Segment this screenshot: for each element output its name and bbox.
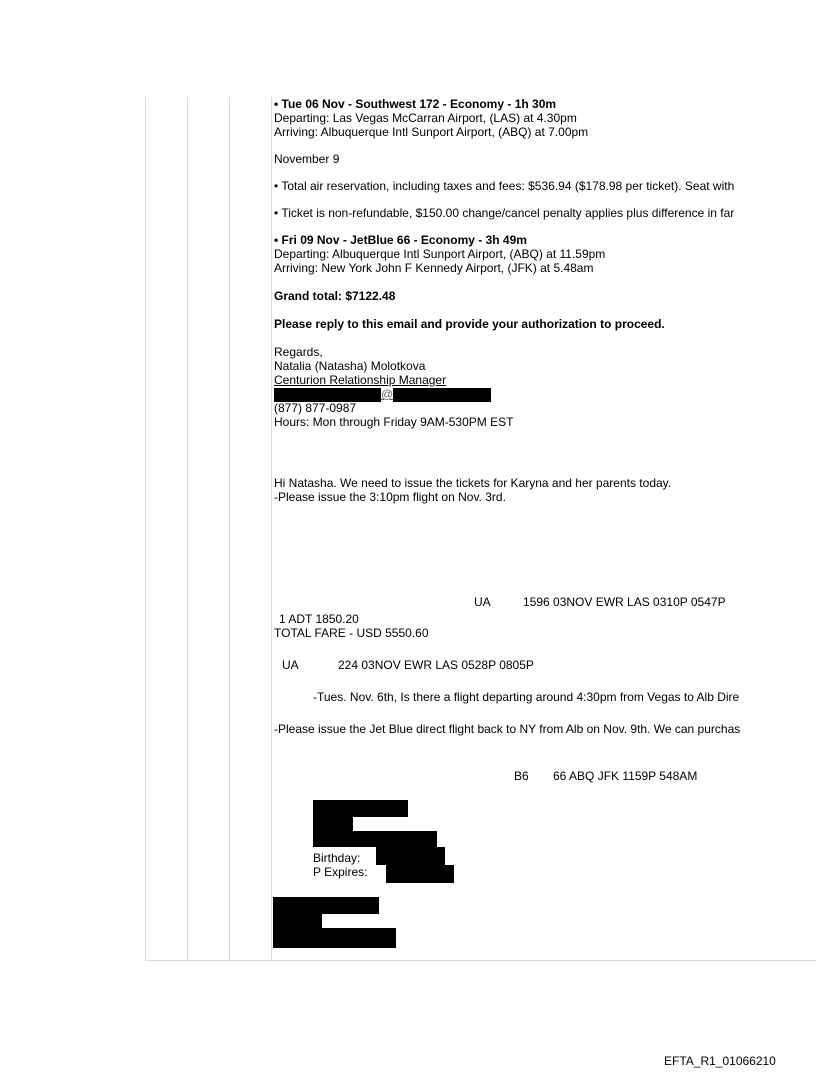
- signature-hours: Hours: Mon through Friday 9AM-530PM EST: [274, 415, 514, 429]
- table-column-divider: [271, 97, 272, 961]
- signature-phone: (877) 877-0987: [274, 401, 357, 415]
- total-air-reservation: • Total air reservation, including taxes and fees: $536.94 ($178.98 per ticket). Seat with: [274, 179, 735, 193]
- redaction-bar: [273, 914, 322, 928]
- reply-greeting: Hi Natasha. We need to issue the tickets for Karyna and her parents today.: [274, 476, 672, 490]
- date-heading: November 9: [274, 152, 340, 166]
- flight-departing: Departing: Albuquerque Intl Sunport Airport, (ABQ) at 11.59pm: [274, 247, 606, 261]
- flight-arriving: Arriving: Albuquerque Intl Sunport Airport, (ABQ) at 7.00pm: [274, 125, 589, 139]
- passport-expires-label: P Expires:: [313, 865, 368, 879]
- redaction-bar: [386, 865, 454, 883]
- at-sign: @: [381, 387, 394, 401]
- redaction-bar: [273, 928, 396, 948]
- flight-block-jetblue: [274, 233, 816, 275]
- birthday-label: Birthday:: [313, 851, 361, 865]
- redaction-bar: [313, 831, 437, 847]
- itinerary-carrier: UA: [282, 658, 299, 672]
- reply-tues-question: -Tues. Nov. 6th, Is there a flight departing around 4:30pm from Vegas to Alb Dire: [313, 690, 740, 704]
- signature-name: Natalia (Natasha) Molotkova: [274, 359, 426, 373]
- fare-adt: 1 ADT 1850.20: [279, 612, 359, 626]
- itinerary-carrier: B6: [514, 769, 529, 783]
- email-address-redacted: [274, 387, 816, 401]
- grand-total: Grand total: $7122.48: [274, 289, 396, 303]
- signature-regards: Regards,: [274, 345, 323, 359]
- reply-request: Please reply to this email and provide your authorization to proceed.: [274, 317, 665, 331]
- redaction-bar: [273, 897, 379, 914]
- table-border-left: [145, 97, 146, 961]
- table-column-divider: [229, 97, 230, 961]
- flight-heading: • Fri 09 Nov - JetBlue 66 - Economy - 3h 49m: [274, 233, 527, 247]
- email-body: [274, 97, 816, 504]
- table-column-divider: [187, 97, 188, 961]
- itinerary-detail: 66 ABQ JFK 1159P 548AM: [553, 769, 698, 783]
- itinerary-detail: 224 03NOV EWR LAS 0528P 0805P: [338, 658, 534, 672]
- document-id: EFTA_R1_01066210: [664, 1054, 776, 1068]
- redaction-bar: [274, 388, 381, 402]
- signature-title: Centurion Relationship Manager: [274, 373, 447, 387]
- redaction-bar: [376, 847, 445, 865]
- flight-heading: • Tue 06 Nov - Southwest 172 - Economy - 1h 30m: [274, 97, 557, 111]
- reply-issue-310: -Please issue the 3:10pm flight on Nov. 3rd.: [274, 490, 506, 504]
- flight-block-southwest: [274, 97, 816, 139]
- flight-arriving: Arriving: New York John F Kennedy Airport, (JFK) at 5.48am: [274, 261, 594, 275]
- total-fare: TOTAL FARE - USD 5550.60: [274, 626, 429, 640]
- redaction-bar: [313, 800, 408, 817]
- reply-jetblue: -Please issue the Jet Blue direct flight back to NY from Alb on Nov. 9th. We can purchas: [274, 722, 741, 736]
- itinerary-carrier: UA: [474, 595, 491, 609]
- table-border-bottom: [145, 960, 816, 961]
- signature-block: [274, 345, 816, 429]
- flight-departing: Departing: Las Vegas McCarran Airport, (LAS) at 4.30pm: [274, 111, 577, 125]
- redaction-bar: [313, 817, 353, 831]
- ticket-note: • Ticket is non-refundable, $150.00 change/cancel penalty applies plus difference in far: [274, 206, 735, 220]
- itinerary-detail: 1596 03NOV EWR LAS 0310P 0547P: [523, 595, 726, 609]
- redaction-bar: [393, 388, 491, 402]
